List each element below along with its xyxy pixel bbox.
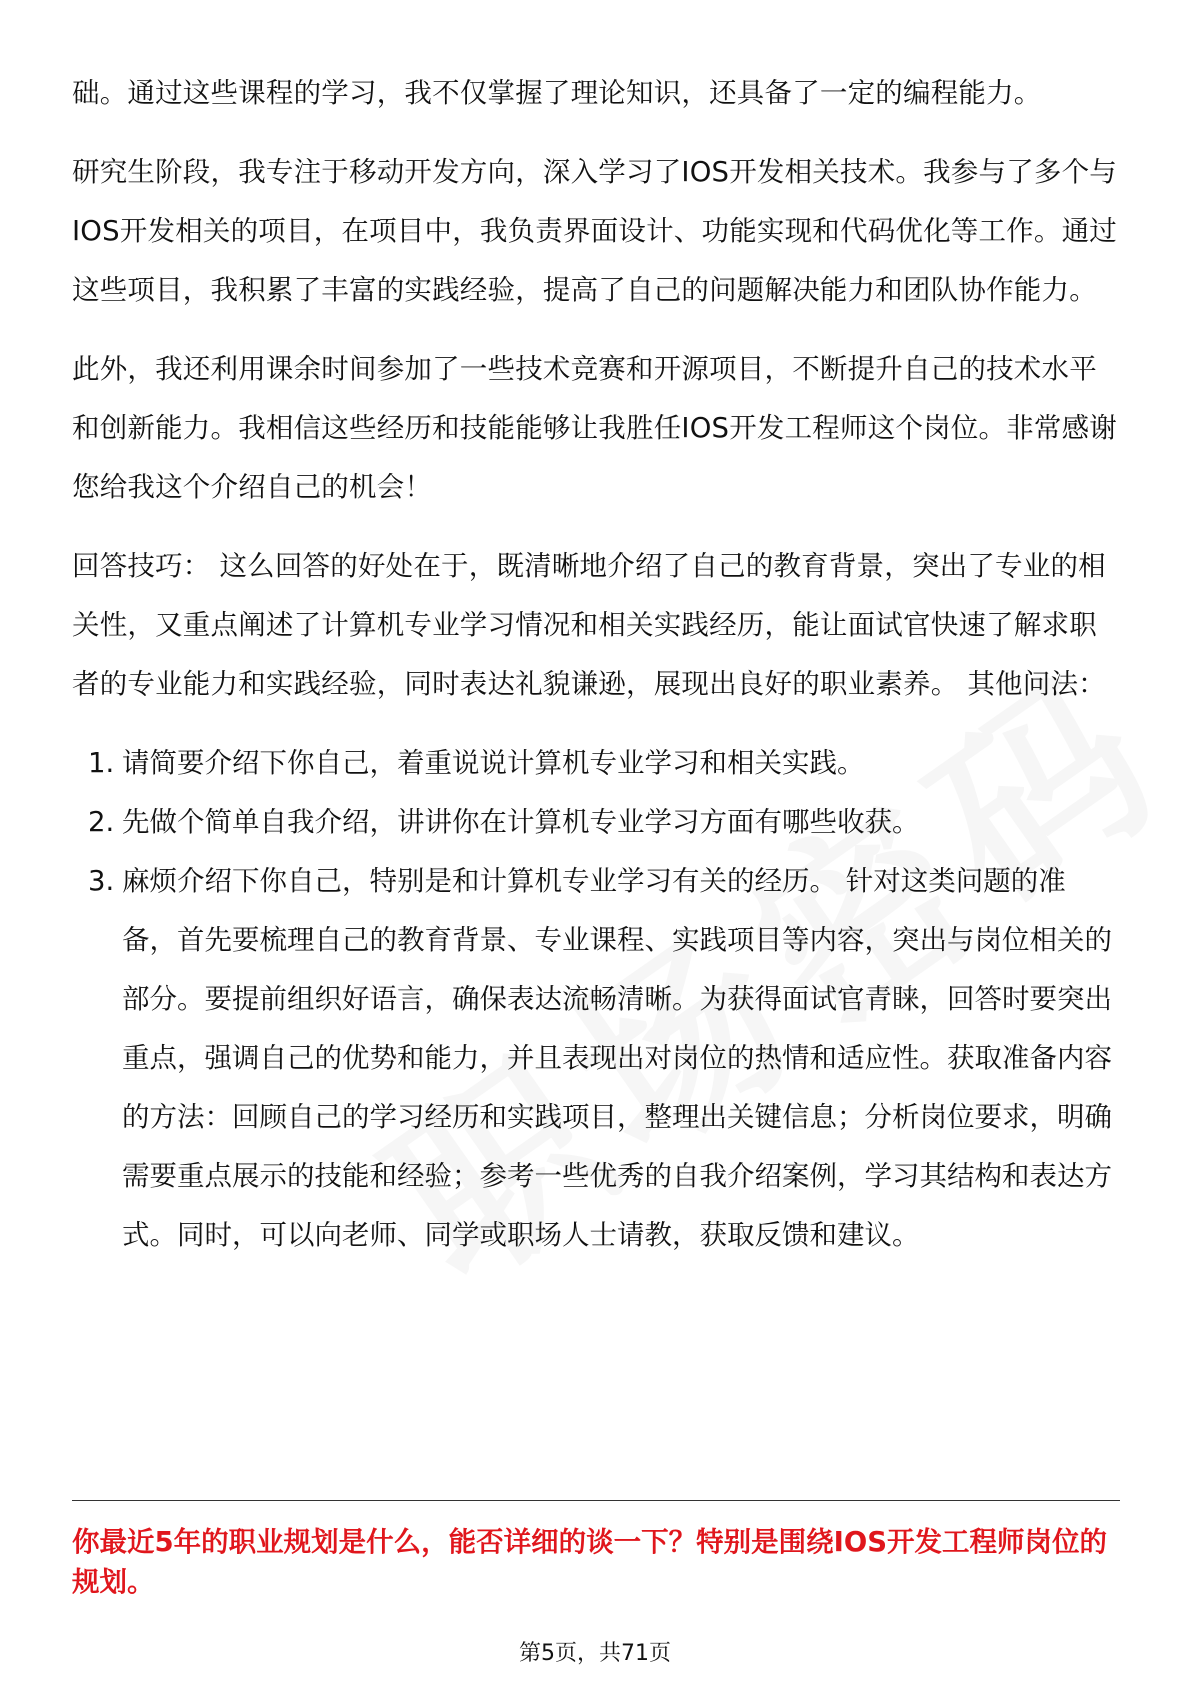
paragraph-3: 此外，我还利用课余时间参加了一些技术竞赛和开源项目，不断提升自己的技术水平和创新能力。我相信这些经历和技能能够让我胜任IOS开发工程师这个岗位。非常感谢您给我这个介绍自己的机会！: [72, 353, 1118, 503]
answer-content: [72, 64, 1120, 1265]
list-item: [72, 852, 1120, 1265]
answer-tips-paragraph: 回答技巧： 这么回答的好处在于，既清晰地介绍了自己的教育背景，突出了专业的相关性，又重点阐述了计算机专业学习情况和相关实践经历，能让面试官快速了解求职者的专业能力和实践经验，同时表达礼貌谦逊，展现出良好的职业素养。 其他问法：: [72, 550, 1106, 700]
list-item: [72, 793, 1120, 852]
page-number-footer: 第5页，共71页: [519, 1641, 671, 1666]
list-item-text: 请简要介绍下你自己，着重说说计算机专业学习和相关实践。: [122, 747, 865, 779]
list-item-number: 2.: [88, 806, 115, 838]
list-item-text: 先做个简单自我介绍，讲讲你在计算机专业学习方面有哪些收获。: [122, 806, 920, 838]
list-item: [72, 734, 1120, 793]
paragraph-2: 研究生阶段，我专注于移动开发方向，深入学习了IOS开发相关技术。我参与了多个与IOS开发相关的项目，在项目中，我负责界面设计、功能实现和代码优化等工作。通过这些项目，我积累了丰富的实践经验，提高了自己的问题解决能力和团队协作能力。: [72, 156, 1118, 306]
list-item-text: 麻烦介绍下你自己，特别是和计算机专业学习有关的经历。 针对这类问题的准备，首先要梳理自己的教育背景、专业课程、实践项目等内容，突出与岗位相关的部分。要提前组织好语言，确保表达流畅清晰。为获得面试官青睐，回答时要突出重点，强调自己的优势和能力，并且表现出对岗位的热情和适应性。获取准备内容的方法：回顾自己的学习经历和实践项目，整理出关键信息；分析岗位要求，明确需要重点展示的技能和经验；参考一些优秀的自我介绍案例，学习其结构和表达方式。同时，可以向老师、同学或职场人士请教，获取反馈和建议。: [122, 865, 1112, 1251]
list-item-number: 3.: [88, 865, 115, 897]
paragraph-1: 础。通过这些课程的学习，我不仅掌握了理论知识，还具备了一定的编程能力。: [72, 77, 1042, 109]
section-divider: [72, 1500, 1120, 1501]
next-question-heading: 你最近5年的职业规划是什么，能否详细的谈一下？特别是围绕IOS开发工程师岗位的规划。: [72, 1526, 1108, 1598]
alternative-questions-list: [72, 734, 1120, 1265]
list-item-number: 1.: [88, 747, 115, 779]
